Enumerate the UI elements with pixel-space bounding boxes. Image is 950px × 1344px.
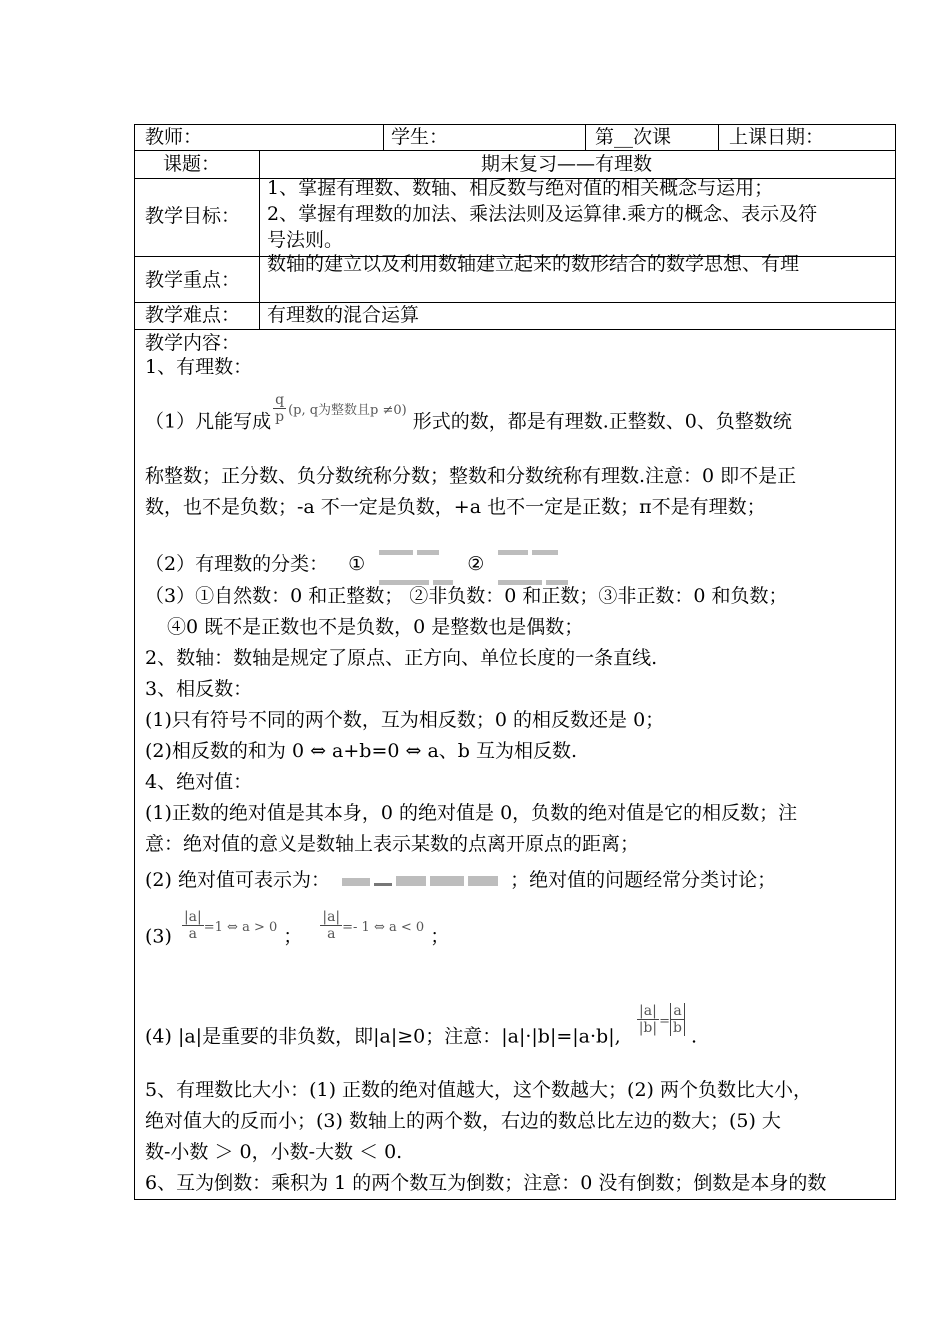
section-1-p1-line3: 数，也不是负数；-a 不一定是负数，+a 也不一定是正数；π不是有理数； bbox=[145, 496, 766, 518]
difficulty-value: 有理数的混合运算 bbox=[267, 304, 420, 326]
col-divider bbox=[585, 125, 586, 150]
abs-def-prefix: (2) 绝对值可表示为： bbox=[145, 869, 330, 891]
class-date-label: 上课日期： bbox=[729, 126, 825, 148]
marker-1: ① bbox=[348, 553, 366, 575]
lesson-number-label: 第__次课 bbox=[595, 126, 672, 148]
item-4-text: (4) |a|是重要的非负数，即|a|≥0；注意：|a|·|b|=|a·b|, bbox=[145, 1025, 621, 1048]
section-4-line2: 意：绝对值的意义是数轴上表示某数的点离开原点的距离； bbox=[145, 833, 640, 855]
topic-label: 课题： bbox=[163, 153, 221, 175]
goals-list bbox=[267, 175, 817, 253]
section-1-p3-line1: （3）①自然数：0 和正整数； ②非负数：0 和正数；③非正数：0 和负数； bbox=[145, 585, 788, 607]
formula-condition: (p, q为整数且p ≠0) bbox=[288, 402, 407, 418]
teacher-label: 教师： bbox=[145, 126, 203, 148]
classification-label: （2）有理数的分类： bbox=[145, 553, 329, 575]
abs-value-formula-image bbox=[340, 866, 500, 896]
item-3-label: (3) bbox=[145, 925, 172, 948]
abs-def-suffix: ；绝对值的问题经常分类讨论； bbox=[510, 869, 777, 891]
row-divider bbox=[135, 302, 895, 303]
section-5-line3: 数-小数 ＞ 0，小数-大数 ＜ 0. bbox=[145, 1141, 403, 1163]
goal-item: 号法则。 bbox=[267, 229, 344, 251]
goals-label: 教学目标： bbox=[145, 205, 241, 227]
section-4-title: 4、绝对值： bbox=[145, 771, 253, 793]
section-5-line2: 绝对值大的反而小；(3) 数轴上的两个数，右边的数总比左边的数大；(5) 大 bbox=[145, 1110, 781, 1132]
formula-abs-a-over-a-negative: $\frac{|a|}{a}$ =- 1 ⇔ a < 0 bbox=[322, 909, 425, 942]
section-1-p3-line2: ④0 既不是正数也不是负数，0 是整数也是偶数； bbox=[167, 616, 584, 638]
section-6: 6、互为倒数：乘积为 1 的两个数互为倒数；注意：0 没有倒数；倒数是本身的数 bbox=[145, 1172, 827, 1194]
col-divider bbox=[718, 125, 719, 150]
content-heading: 教学内容： bbox=[145, 332, 241, 354]
difficulty-label: 教学难点： bbox=[145, 304, 241, 326]
separator: ； bbox=[283, 925, 303, 948]
row-divider bbox=[135, 329, 895, 330]
section-1-title: 1、有理数： bbox=[145, 356, 253, 378]
marker-2: ② bbox=[467, 553, 485, 575]
topic-value: 期末复习——有理数 bbox=[481, 153, 653, 175]
section-1-p1-line1 bbox=[145, 392, 792, 440]
period: . bbox=[691, 1025, 698, 1048]
section-4-line5 bbox=[145, 1003, 698, 1055]
goal-item: 1、掌握有理数、数轴、相反数与绝对值的相关概念与运用； bbox=[267, 177, 774, 199]
section-4-line3 bbox=[145, 865, 776, 896]
q-over-p-formula: $\frac{q}{p}$ bbox=[275, 392, 285, 425]
student-label: 学生： bbox=[391, 126, 449, 148]
col-divider bbox=[383, 125, 384, 150]
formula-abs-a-over-a-positive: $\frac{|a|}{a}$ =1 ⇔ a > 0 bbox=[183, 909, 278, 942]
section-3-title: 3、相反数： bbox=[145, 678, 253, 700]
section-4-line1: (1)正数的绝对值是其本身，0 的绝对值是 0，负数的绝对值是它的相反数；注 bbox=[145, 802, 798, 824]
p1-prefix: （1）凡能写成 bbox=[145, 410, 272, 433]
col-divider bbox=[259, 150, 260, 329]
goal-item: 2、掌握有理数的加法、乘法法则及运算律.乘方的概念、表示及符 bbox=[267, 203, 818, 225]
section-5-line1: 5、有理数比大小：(1) 正数的绝对值越大，这个数越大；(2) 两个负数比大小， bbox=[145, 1079, 812, 1101]
section-4-line4 bbox=[145, 909, 450, 955]
focus-value: 数轴的建立以及利用数轴建立起来的数形结合的数学思想、有理 bbox=[267, 253, 800, 275]
separator: ； bbox=[430, 925, 450, 948]
section-2: 2、数轴：数轴是规定了原点、正方向、单位长度的一条直线. bbox=[145, 647, 658, 669]
section-1-p1-line2: 称整数；正分数、负分数统称分数；整数和分数统称有理数.注意：0 即不是正 bbox=[145, 465, 797, 487]
section-3-line1: (1)只有符号不同的两个数，互为相反数；0 的相反数还是 0； bbox=[145, 709, 665, 731]
lesson-plan-table bbox=[134, 124, 896, 1200]
focus-label: 教学重点： bbox=[145, 269, 241, 291]
section-3-line2: (2)相反数的和为 0 ⇔ a+b=0 ⇔ a、b 互为相反数. bbox=[145, 740, 578, 762]
p1-suffix: 形式的数，都是有理数.正整数、0、负整数统 bbox=[412, 410, 792, 433]
formula-abs-quotient: $\frac{|a|}{|b|}$ = $\frac{a}{b}$ bbox=[637, 1008, 691, 1030]
